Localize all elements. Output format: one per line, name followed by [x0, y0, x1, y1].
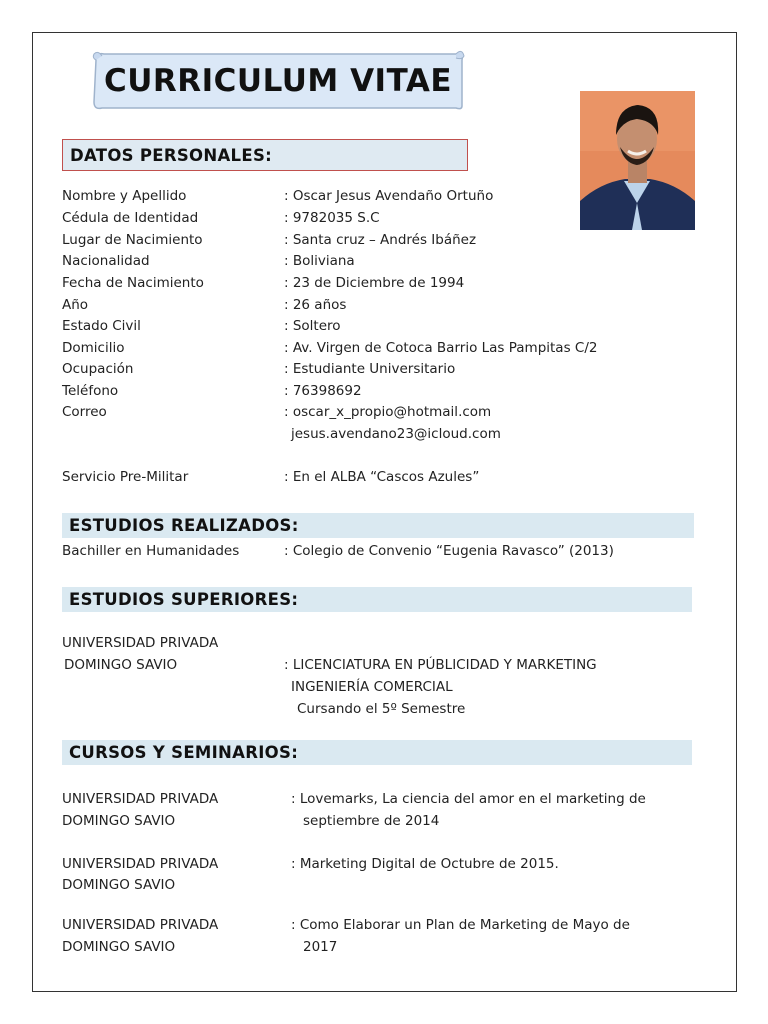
- section-studies-title: ESTUDIOS REALIZADOS:: [69, 516, 299, 535]
- section-studies-header: [62, 513, 694, 538]
- studies-value: : Colegio de Convenio “Eugenia Ravasco” (2013): [284, 543, 614, 559]
- personal-label: Año: [62, 297, 89, 313]
- course-institution: DOMINGO SAVIO: [62, 877, 176, 893]
- course-institution: DOMINGO SAVIO: [62, 939, 176, 955]
- military-label: Servicio Pre-Militar: [62, 469, 189, 485]
- personal-value: : Boliviana: [284, 253, 355, 269]
- higher-degree: INGENIERÍA COMERCIAL: [291, 679, 453, 695]
- personal-value: : Soltero: [284, 318, 341, 334]
- higher-semester: Cursando el 5º Semestre: [297, 701, 466, 717]
- personal-value: : 26 años: [284, 297, 347, 313]
- section-personal-header: [62, 139, 468, 171]
- personal-value: : 76398692: [284, 383, 362, 399]
- course-institution: UNIVERSIDAD PRIVADA: [62, 856, 219, 872]
- section-courses-header: [62, 740, 692, 765]
- profile-photo: [580, 91, 695, 230]
- higher-institution: DOMINGO SAVIO: [64, 657, 178, 673]
- military-value: : En el ALBA “Cascos Azules”: [284, 469, 480, 485]
- section-higher-header: [62, 587, 692, 612]
- course-description: : Lovemarks, La ciencia del amor en el marketing de: [291, 791, 646, 807]
- personal-label: Teléfono: [62, 383, 119, 399]
- course-description: 2017: [303, 939, 338, 955]
- personal-label: Ocupación: [62, 361, 134, 377]
- personal-label: Fecha de Nacimiento: [62, 275, 204, 291]
- personal-value: : 9782035 S.C: [284, 210, 380, 226]
- course-description: septiembre de 2014: [303, 813, 440, 829]
- personal-value: : Av. Virgen de Cotoca Barrio Las Pampitas C/2: [284, 340, 598, 356]
- higher-institution: UNIVERSIDAD PRIVADA: [62, 635, 219, 651]
- personal-label: Estado Civil: [62, 318, 141, 334]
- personal-value: : Estudiante Universitario: [284, 361, 456, 377]
- section-higher-title: ESTUDIOS SUPERIORES:: [69, 590, 299, 609]
- course-description: : Marketing Digital de Octubre de 2015.: [291, 856, 559, 872]
- email-primary[interactable]: : oscar_x_propio@hotmail.com: [284, 404, 492, 420]
- personal-value: : 23 de Diciembre de 1994: [284, 275, 465, 291]
- course-institution: DOMINGO SAVIO: [62, 813, 176, 829]
- personal-label: Domicilio: [62, 340, 125, 356]
- personal-label: Lugar de Nacimiento: [62, 232, 203, 248]
- higher-degree: : LICENCIATURA EN PÚBLICIDAD Y MARKETING: [284, 657, 597, 673]
- title-banner: [90, 50, 466, 112]
- personal-label: Cédula de Identidad: [62, 210, 199, 226]
- course-institution: UNIVERSIDAD PRIVADA: [62, 791, 219, 807]
- personal-value: : Oscar Jesus Avendaño Ortuño: [284, 188, 494, 204]
- course-description: : Como Elaborar un Plan de Marketing de Mayo de: [291, 917, 630, 933]
- section-courses-title: CURSOS Y SEMINARIOS:: [69, 743, 299, 762]
- email-secondary[interactable]: jesus.avendano23@icloud.com: [291, 426, 501, 442]
- personal-value: : Santa cruz – Andrés Ibáñez: [284, 232, 477, 248]
- course-institution: UNIVERSIDAD PRIVADA: [62, 917, 219, 933]
- studies-label: Bachiller en Humanidades: [62, 543, 240, 559]
- personal-label: Nacionalidad: [62, 253, 150, 269]
- personal-label: Nombre y Apellido: [62, 188, 187, 204]
- personal-label: Correo: [62, 404, 107, 420]
- page-title: CURRICULUM VITAE: [103, 63, 453, 99]
- section-personal-title: DATOS PERSONALES:: [70, 145, 273, 165]
